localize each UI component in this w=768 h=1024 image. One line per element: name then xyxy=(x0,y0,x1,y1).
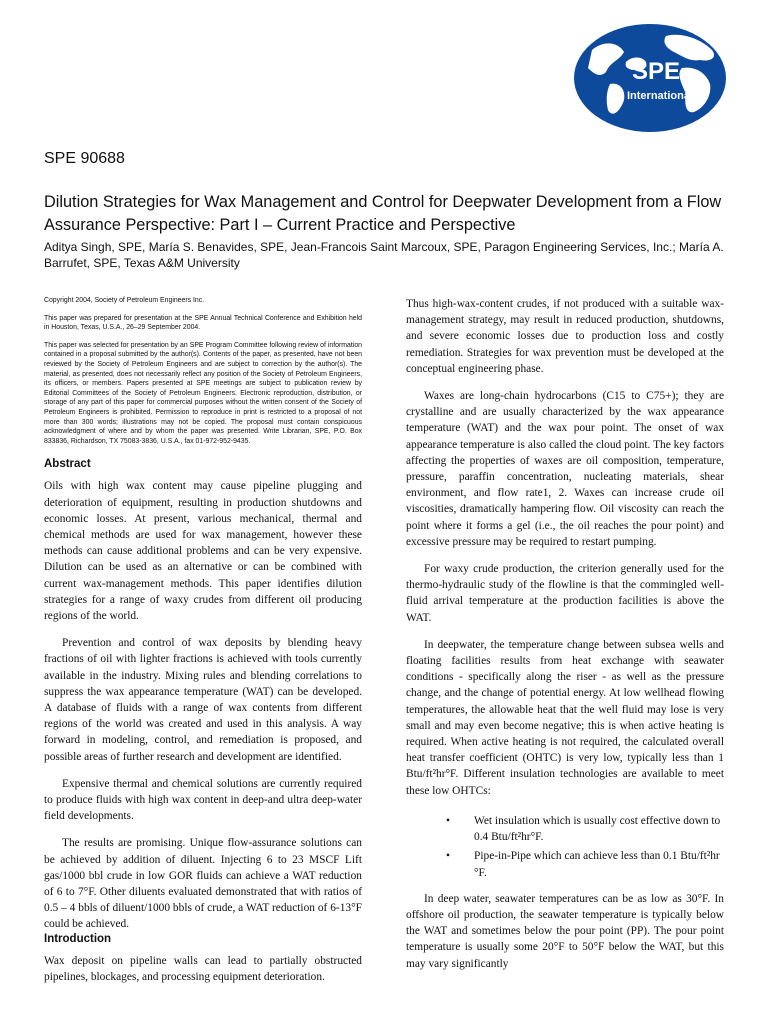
abstract-paragraph: Oils with high wax content may cause pipeline plugging and deterioration of equipment, resulting in production shutdowns and economic losses. At present, various mechanical, thermal and chemical methods are used for wax management, however these methods can cause additional problems and can be very expensive. Dilution can be used as an alternative or can be combined with current wax-management methods. This paper identifies dilution strategies for a range of waxy crudes from different oil producing regions of the world. xyxy=(44,480,362,622)
review-notice: This paper was selected for presentation by an SPE Program Committee following review of information contained in a proposal submitted by the author(s). Contents of the paper, as presented, have not been reviewed by the Society of Petroleum Engineers and are subject to correction by the author(s). The material, as presented, does not necessarily reflect any position of the Society of Petroleum Engineers, its officers, or members. Papers presented at SPE meetings are subject to publication review by Editorial Committees of the Society of Petroleum Engineers. Electronic reproduction, distribution, or storage of any part of this paper for commercial purposes without the written consent of the Society of Petroleum Engineers is prohibited. Permission to reproduce in print is restricted to a proposal of not more than 300 words; illustrations may not be copied. The proposal must contain conspicuous acknowledgment of where and by whom the paper was presented. Write Librarian, SPE, P.O. Box 833836, Richardson, TX 75083-3836, U.S.A., fax 01-972-952-9435. xyxy=(44,341,362,445)
body-paragraph: Waxes are long-chain hydrocarbons (C15 to C75+); they are crystalline and are usually characterized by the wax appearance temperature (WAT) and the wax pour point. The onset of wax appearance temperature is also called the cloud point. The key factors affecting the properties of waxes are oil composition, temperature, pressure, paraffin concentration, nucleating materials, shear environment, and flow rate1, 2. Waxes can increase crude oil viscosities, dramatically hampering flow. Oil viscosity can reach the point where it forms a gel (i.e., the oil reaches the pour point) and excessive pressure may be required to restart pumping. xyxy=(406,390,724,548)
bullet-icon: • xyxy=(446,850,450,863)
logo-brand: SPE xyxy=(631,58,681,85)
right-column xyxy=(406,296,724,983)
bullet-icon: • xyxy=(446,814,450,827)
spe-international-logo xyxy=(570,22,730,134)
list-item-text: Pipe-in-Pipe which can achieve less than 0.1 Btu/ft²hr °F. xyxy=(474,850,720,879)
globe-icon xyxy=(570,22,730,134)
body-paragraph: In deepwater, the temperature change between subsea wells and floating facilities results from heat exchange with seawater conditions - specifically along the riser - as well as the pressure change, and the change of potential energy. At low wellhead flowing temperatures, the allowable heat that the well fluid may lose is very small and may even become negative; this is when active heating is required. When active heating is not required, the calculated overall heat transfer coefficient (OHTC) is very low, typically less than 1 Btu/ft²hr°F. Different insulation technologies are available to meet these low OHTCs: xyxy=(406,638,724,797)
abstract-paragraph: The results are promising. Unique flow-assurance solutions can be achieved by addition of diluent. Injecting 6 to 23 MSCF Lift gas/1000 bbl crude in low GOR fluids can achieve a WAT reduction of 6 to 7°F. Other diluents evaluated demonstrated that with ratios of 0.5 – 4 bbls of diluent/1000 bbls of crude, a WAT reduction of 6-13°F could be achieved. xyxy=(44,837,362,931)
list-item xyxy=(446,848,724,880)
introduction-heading: Introduction xyxy=(44,932,112,945)
abstract-paragraph: Expensive thermal and chemical solutions are currently required to produce fluids with high wax content in deep-and ultra deep-water field developments. xyxy=(44,777,362,823)
copyright-notice: Copyright 2004, Society of Petroleum Engineers Inc. xyxy=(44,297,205,304)
body-paragraph: For waxy crude production, the criterion generally used for the thermo-hydraulic study of the flowline is that the commingled well-fluid arrival temperature at the production facilities is above the WAT. xyxy=(406,563,724,624)
paper-id: SPE 90688 xyxy=(44,150,125,167)
logo-subtitle: International xyxy=(626,90,694,102)
list-item-text: Wet insulation which is usually cost effective down to 0.4 Btu/ft²hr°F. xyxy=(474,814,721,844)
body-paragraph: In deep water, seawater temperatures can be as low as 30°F. In offshore oil production, the seawater temperature is typically below the WAT and sometimes below the pour point (PP). The pour point temperature is usually some 20°F to 50°F below the WAT, but this may vary significantly xyxy=(406,892,724,970)
conference-notice: This paper was prepared for presentation at the SPE Annual Technical Conference and Exhibition held in Houston, Texas, U.S.A., 26–29 September 2004. xyxy=(44,314,362,332)
paper-title: Dilution Strategies for Wax Management and Control for Deepwater Development from a Flow Assurance Perspective: Part I – Current Practice and Perspective xyxy=(44,193,722,234)
author-list: Aditya Singh, SPE, María S. Benavides, SPE, Jean-Francois Saint Marcoux, SPE, Paragon Engineering Services, Inc.; María A. Barrufet, SPE, Texas A&M University xyxy=(44,240,724,270)
list-item xyxy=(446,813,724,845)
body-paragraph: Thus high-wax-content crudes, if not produced with a suitable wax-management strategy, may result in reduced production, shutdowns, and severe economic losses due to production loss and costly remediation. Strategies for wax prevention must be developed at the conceptual engineering phase. xyxy=(406,298,724,375)
abstract-heading: Abstract xyxy=(44,458,91,471)
left-column xyxy=(44,296,362,996)
abstract-paragraph: Prevention and control of wax deposits by blending heavy fractions of oil with lighter fractions is achieved with tools currently available in the industry. Mixing rules and blending correlations to suppress the wax appearance temperature (WAT) can be developed. A database of fluids with a range of wax contents from different regions of the world was created and used in this analysis. A way forward in modeling, control, and remediation is proposed, and possible areas of further research and development are identified. xyxy=(44,637,362,763)
introduction-paragraph: Wax deposit on pipeline walls can lead to partially obstructed pipelines, blockages, and processing equipment deterioration. xyxy=(44,954,362,983)
insulation-list xyxy=(406,813,724,881)
